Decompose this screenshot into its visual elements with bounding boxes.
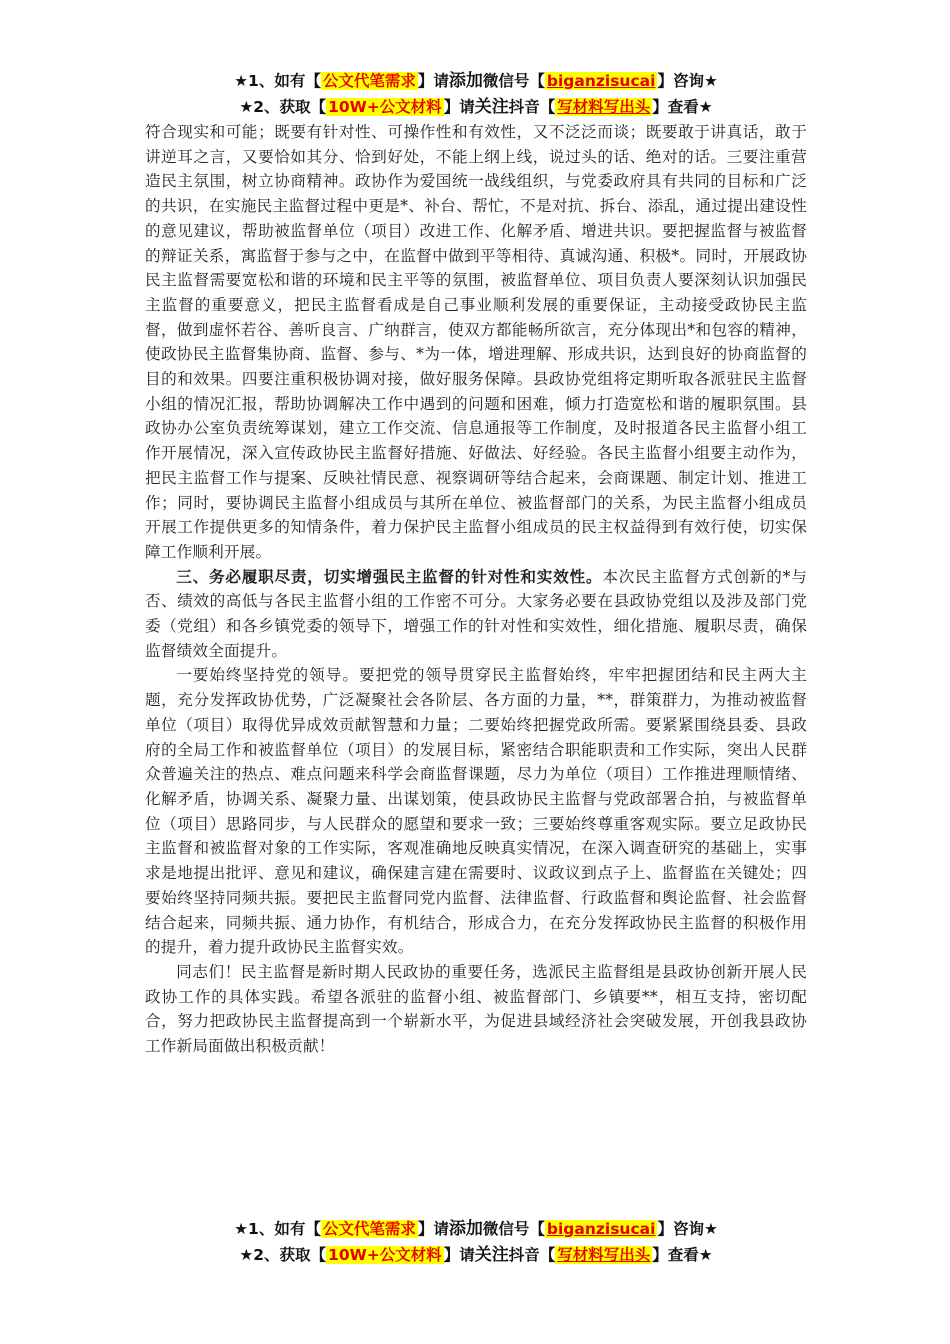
- promo-text: 微信号【: [482, 1220, 545, 1238]
- promo-emphasis: 添加: [448, 71, 483, 91]
- promo-line-1: [145, 1216, 807, 1242]
- section-heading: 三、务必履职尽责，切实增强民主监督的针对性和实效性。: [176, 566, 603, 586]
- promo-text: ★2、获取【: [239, 1246, 327, 1264]
- promo-highlight: biganzisucai: [546, 1220, 656, 1238]
- promo-text: 】查看★: [652, 98, 713, 116]
- promo-text: ★2、获取【: [239, 98, 327, 116]
- promo-text: 】请: [443, 1246, 475, 1264]
- promo-text: 】请: [443, 98, 475, 116]
- paragraph-3: 一要始终坚持党的领导。要把党的领导贯穿民主监督始终，牢牢把握团结和民主两大主题，充分发挥政协优势，广泛凝聚社会各阶层、各方面的力量，**，群策群力，为推动被监督单位（项目）取得优异成效贡献智慧和力量；二要始终把握党政所需。要紧紧围绕县委、县政府的全局工作和被监督单位（项目）的发展目标，紧密结合职能职责和工作实际，突出人民群众普遍关注的热点、难点问题来科学会商监督课题，尽力为单位（项目）工作推进理顺情绪、化解矛盾，协调关系、凝聚力量、出谋划策，使县政协民主监督与党政部署合拍，与被监督单位（项目）思路同步，与人民群众的愿望和要求一致；三要始终尊重客观实际。要立足政协民主监督和被监督对象的工作实际，客观准确地反映真实情况，在深入调查研究的基础上，实事求是地提出批评、意见和建议，确保建言建在需要时、议政议到点子上、监督监在关键处；四要始终坚持同频共振。要把民主监督同党内监督、法律监督、行政监督和舆论监督、社会监督结合起来，同频共振、通力协作，有机结合，形成合力，在充分发挥政协民主监督的积极作用的提升，着力提升政协民主监督实效。: [145, 666, 807, 957]
- promo-text: 】查看★: [652, 1246, 713, 1264]
- promo-highlight: 公文代笔需求: [322, 1220, 416, 1238]
- promo-emphasis: 关注: [474, 1245, 509, 1265]
- document-page: [145, 68, 807, 1059]
- promo-highlight: 10W+公文材料: [328, 98, 442, 116]
- promo-highlight: 公文代笔需求: [322, 72, 416, 90]
- promo-text: 抖音【: [508, 98, 556, 116]
- paragraph-4: 同志们！民主监督是新时期人民政协的重要任务，选派民主监督组是县政协创新开展人民政协工作的具体实践。希望各派驻的监督小组、被监督部门、乡镇要**，相互支持，密切配合，努力把政协民主监督提高到一个崭新水平，为促进县域经济社会突破发展，开创我县政协工作新局面做出积极贡献！: [145, 962, 807, 1056]
- promo-text: 】请: [417, 1220, 449, 1238]
- promo-line-2: [145, 1242, 807, 1268]
- promo-banner-bottom: [145, 1216, 807, 1268]
- promo-text: ★1、如有【: [234, 1220, 321, 1238]
- promo-emphasis: 关注: [474, 97, 509, 117]
- promo-text: 】咨询★: [657, 1220, 718, 1238]
- promo-text: 微信号【: [482, 72, 545, 90]
- promo-highlight: biganzisucai: [546, 72, 656, 90]
- promo-highlight: 写材料写出头: [557, 98, 651, 116]
- paragraph-2: [145, 565, 807, 664]
- promo-highlight: 写材料写出头: [557, 1246, 651, 1264]
- paragraph-1: 符合现实和可能；既要有针对性、可操作性和有效性，又不泛泛而谈；既要敢于讲真话，敢于讲逆耳之言，又要恰如其分、恰到好处，不能上纲上线，说过头的话、绝对的话。三要注重营造民主氛围，树立协商精神。政协作为爱国统一战线组织，与党委政府具有共同的目标和广泛的共识，在实施民主监督过程中更是*、补台、帮忙，不是对抗、拆台、添乱，通过提出建设性的意见建议，帮助被监督单位（项目）改进工作、化解矛盾、增进共识。要把握监督与被监督的辩证关系，寓监督于参与之中，在监督中做到平等相待、真诚沟通、积极*。同时，开展政协民主监督需要宽松和谐的环境和民主平等的氛围，被监督单位、项目负责人要深刻认识加强民主监督的重要意义，把民主监督看成是自己事业顺利发展的重要保证，主动接受政协民主监督，做到虚怀若谷、善听良言、广纳群言，使双方都能畅所欲言，充分体现出*和包容的精神，使政协民主监督集协商、监督、参与、*为一体，增进理解、形成共识，达到良好的协商监督的目的和效果。四要注重积极协调对接，做好服务保障。县政协党组将定期听取各派驻民主监督小组的情况汇报，帮助协调解决工作中遇到的问题和困难，倾力打造宽松和谐的履职氛围。县政协办公室负责统筹谋划，建立工作交流、信息通报等工作制度，及时报道各民主监督小组工作开展情况，深入宣传政协民主监督好措施、好做法、好经验。各民主监督小组要主动作为，把民主监督工作与提案、反映社情民意、视察调研等结合起来，会商课题、制定计划、推进工作；同时，要协调民主监督小组成员与其所在单位、被监督部门的关系，为民主监督小组成员开展工作提供更多的知情条件，着力保护民主监督小组成员的民主权益得到有效行使，切实保障工作顺利开展。: [145, 123, 807, 561]
- promo-text: 抖音【: [508, 1246, 556, 1264]
- paragraph-2-text: 本次民主监督方式创新的*与否、绩效的高低与各民主监督小组的工作密不可分。大家务必要在县政协党组以及涉及部门党委（党组）和各乡镇党委的领导下，增强工作的针对性和实效性，细化措施、履职尽责，确保监督绩效全面提升。: [145, 567, 808, 660]
- promo-text: ★1、如有【: [234, 72, 321, 90]
- promo-line-2: [145, 94, 807, 120]
- promo-banner-top: [145, 68, 807, 120]
- document-body: [145, 120, 807, 1059]
- promo-line-1: [145, 68, 807, 94]
- promo-highlight: 10W+公文材料: [328, 1246, 442, 1264]
- promo-text: 】咨询★: [657, 72, 718, 90]
- promo-emphasis: 添加: [448, 1219, 483, 1239]
- promo-text: 】请: [417, 72, 449, 90]
